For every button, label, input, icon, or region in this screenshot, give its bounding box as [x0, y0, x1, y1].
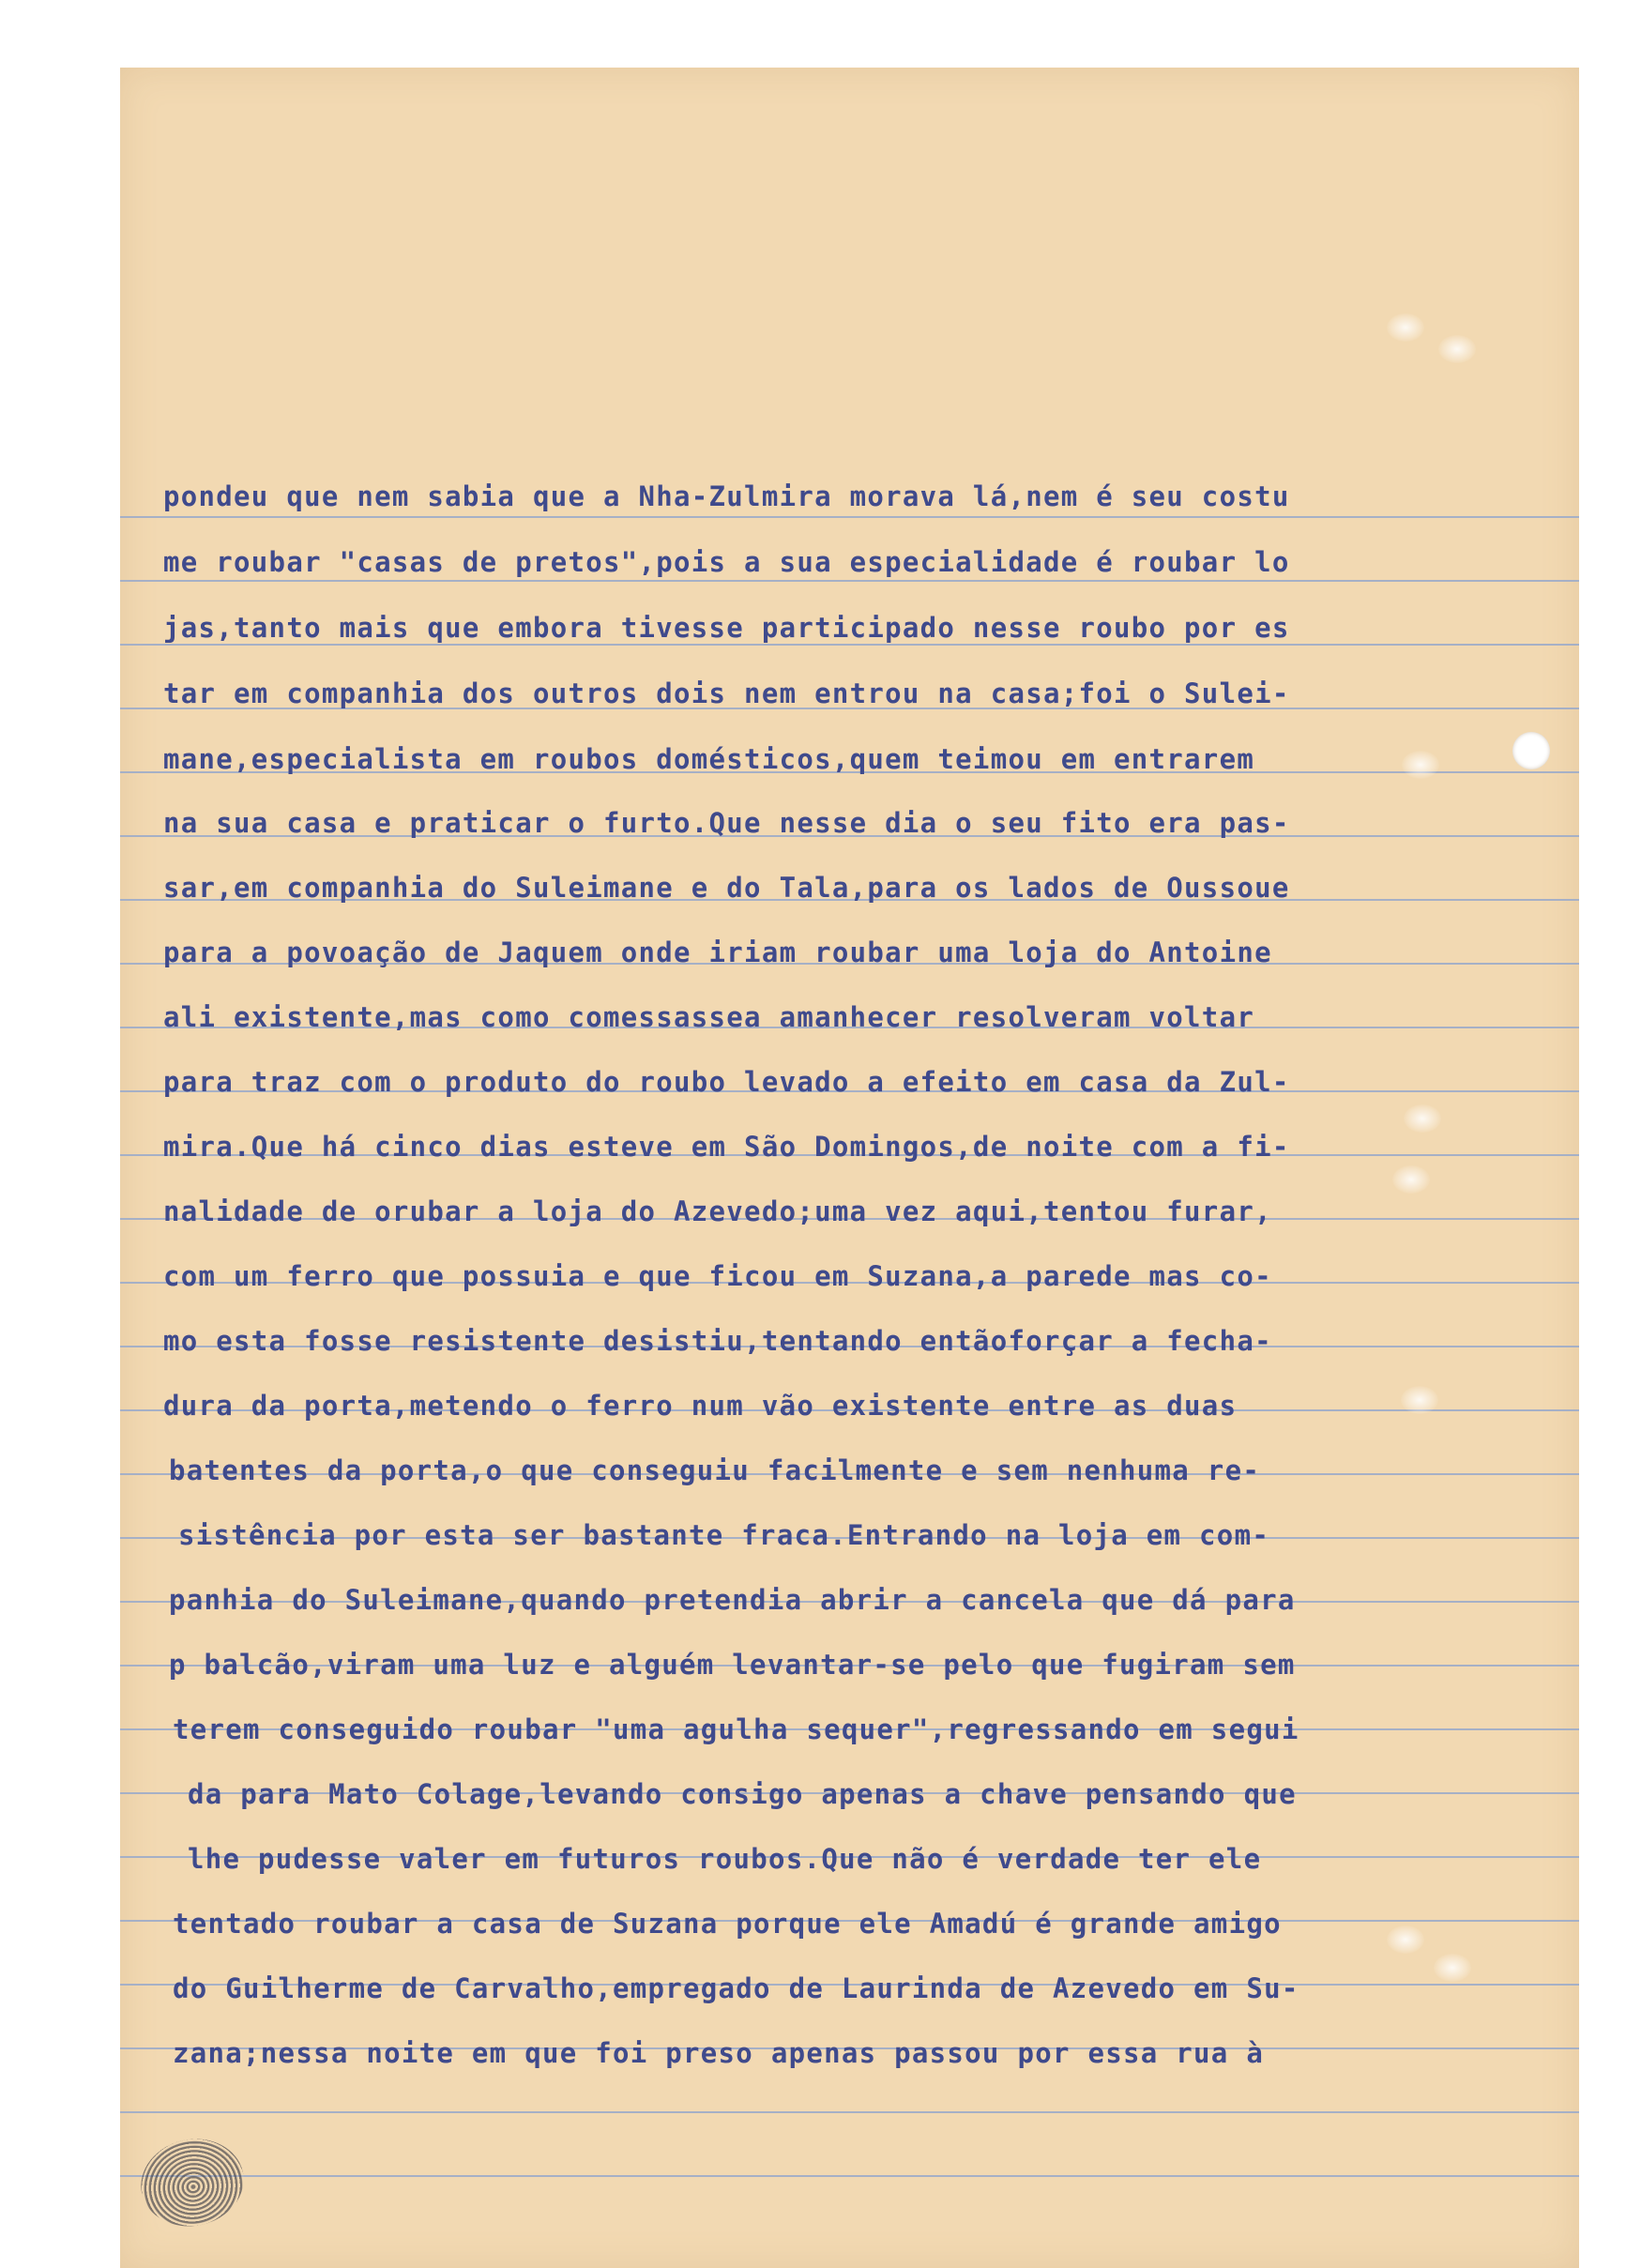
text-line: lhe pudesse valer em futuros roubos.Que não é verdade ter ele: [188, 1843, 1262, 1875]
ruled-line: [120, 2175, 1579, 2177]
ruled-line: [120, 644, 1579, 646]
text-line: terem conseguido roubar "uma agulha sequer",regressando em segui: [173, 1713, 1299, 1745]
text-line: zana;nessa noite em que foi preso apenas passou por essa rua à: [173, 2037, 1265, 2069]
text-line: para a povoação de Jaquem onde iriam roubar uma loja do Antoine: [163, 936, 1272, 968]
text-line: mira.Que há cinco dias esteve em São Domingos,de noite com a fi-: [163, 1131, 1290, 1163]
paper-crease: [1387, 1926, 1424, 1954]
paper-crease: [1434, 1954, 1471, 1982]
text-line: panhia do Suleimane,quando pretendia abrir a cancela que dá para: [169, 1584, 1296, 1616]
text-line: batentes da porta,o que conseguiu facilmente e sem nenhuma re-: [169, 1454, 1261, 1486]
text-line: p balcão,viram uma luz e alguém levantar-se pelo que fugiram sem: [169, 1649, 1296, 1681]
text-line: jas,tanto mais que embora tivesse participado nesse roubo por es: [163, 612, 1290, 644]
text-line: mo esta fosse resistente desistiu,tentando entãoforçar a fecha-: [163, 1325, 1272, 1357]
text-line: pondeu que nem sabia que a Nha-Zulmira morava lá,nem é seu costu: [163, 480, 1290, 512]
text-line: na sua casa e praticar o furto.Que nesse dia o seu fito era pas-: [163, 807, 1290, 839]
text-line: sistência por esta ser bastante fraca.Entrando na loja em com-: [178, 1519, 1270, 1551]
text-line: mane,especialista em roubos domésticos,quem teimou em entrarem: [163, 743, 1255, 775]
thumbprint: [133, 2130, 252, 2236]
document-page: [120, 68, 1579, 2268]
ruled-line: [120, 580, 1579, 582]
text-line: tentado roubar a casa de Suzana porque ele Amadú é grande amigo: [173, 1908, 1282, 1940]
text-line: do Guilherme de Carvalho,empregado de Laurinda de Azevedo em Su-: [173, 1972, 1299, 2004]
text-line: dura da porta,metendo o ferro num vão existente entre as duas: [163, 1390, 1238, 1422]
paper-crease: [1438, 335, 1476, 363]
text-line: me roubar "casas de pretos",pois a sua especialidade é roubar lo: [163, 546, 1290, 578]
paper-crease: [1392, 1165, 1430, 1194]
text-line: da para Mato Colage,levando consigo apenas a chave pensando que: [188, 1778, 1297, 1810]
text-line: com um ferro que possuia e que ficou em Suzana,a parede mas co-: [163, 1260, 1272, 1292]
ruled-line: [120, 516, 1579, 518]
text-line: nalidade de orubar a loja do Azevedo;uma vez aqui,tentou furar,: [163, 1195, 1272, 1227]
ruled-line: [120, 2111, 1579, 2113]
text-line: sar,em companhia do Suleimane e do Tala,para os lados de Oussoue: [163, 872, 1290, 904]
text-line: ali existente,mas como comessassea amanhecer resolveram voltar: [163, 1001, 1255, 1033]
punch-hole: [1512, 732, 1550, 769]
text-line: para traz com o produto do roubo levado a efeito em casa da Zul-: [163, 1066, 1290, 1098]
paper-crease: [1387, 313, 1424, 342]
text-line: tar em companhia dos outros dois nem entrou na casa;foi o Sulei-: [163, 677, 1290, 709]
paper-crease: [1401, 1386, 1438, 1414]
paper-crease: [1402, 751, 1439, 779]
paper-crease: [1404, 1104, 1441, 1133]
